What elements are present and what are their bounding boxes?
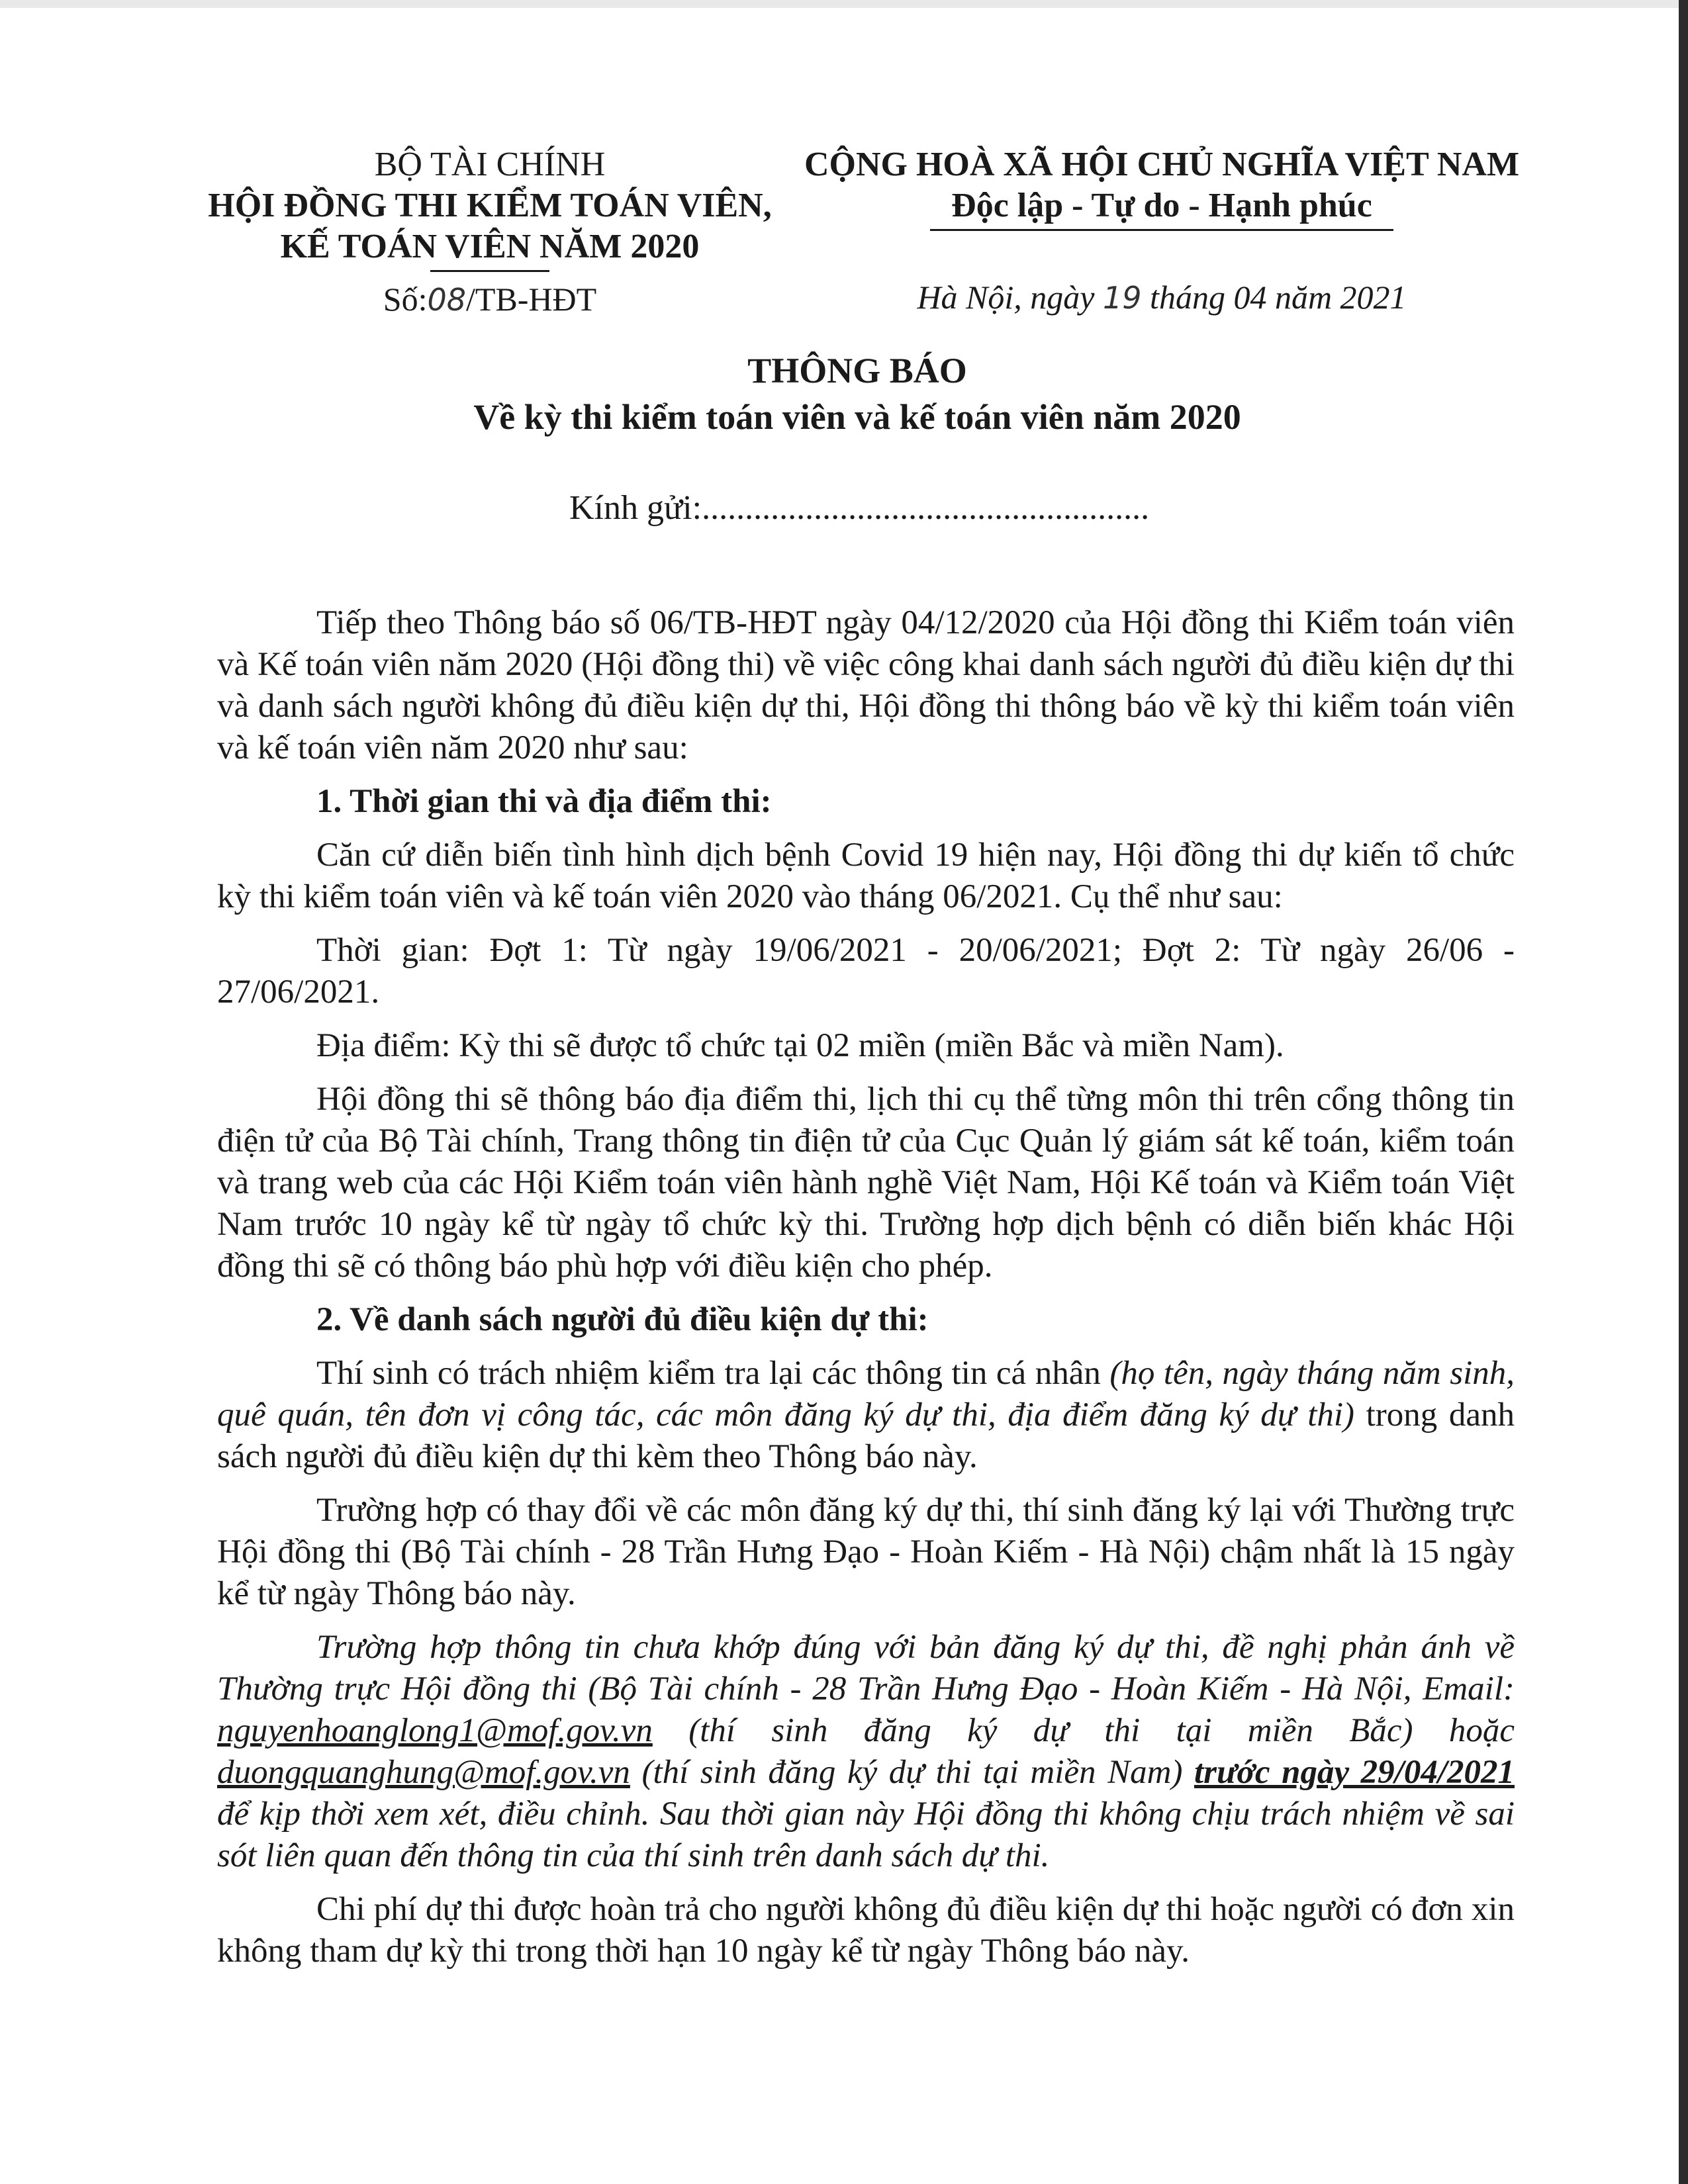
title-sub: Về kỳ thi kiểm toán viên và kế toán viên năm 2020 <box>473 397 1241 437</box>
council-name-line1: HỘI ĐỒNG THI KIỂM TOÁN VIÊN, <box>208 187 772 224</box>
section-1-location: Địa điểm: Kỳ thi sẽ được tổ chức tại 02 miền (miền Bắc và miền Nam). <box>316 1027 1284 1064</box>
issuer-header <box>199 144 781 320</box>
document-number <box>199 279 781 320</box>
date-suffix: tháng 04 năm 2021 <box>1150 279 1407 316</box>
section-2-paragraph-4: Chi phí dự thi được hoàn trả cho người không đủ điều kiện dự thi hoặc người có đơn xin không tham dự kỳ thi trong thời hạn 10 ngày kể từ ngày Thông báo này. <box>217 1891 1515 1970</box>
national-motto: Độc lập - Tự do - Hạnh phúc <box>951 187 1372 224</box>
issue-date <box>801 278 1523 316</box>
number-prefix: Số: <box>383 281 428 318</box>
ministry-name: BỘ TÀI CHÍNH <box>374 146 606 183</box>
s2p1-text-b: trong danh sách người đủ điều kiện dự thi kèm theo Thông báo này. <box>217 1396 1515 1475</box>
section-2-paragraph-2: Trường hợp có thay đổi về các môn đăng ký dự thi, thí sinh đăng ký lại với Thường trực Hội đồng thi (Bộ Tài chính - 28 Trần Hưng Đạo - Hoàn Kiếm - Hà Nội) chậm nhất là 15 ngày kể từ ngày Thông báo này. <box>217 1492 1515 1612</box>
national-header <box>801 144 1523 231</box>
section-1-paragraph-4: Hội đồng thi sẽ thông báo địa điểm thi, lịch thi cụ thể từng môn thi trên cổng thông tin điện tử của Bộ Tài chính, Trang thông tin điện tử của Cục Quản lý giám sát kế toán, kiểm toán và trang web của các Hội Kiểm toán viên hành nghề Việt Nam, Hội Kế toán và Kiểm toán Việt Nam trước 10 ngày kể từ ngày tổ chức kỳ thi. Trường hợp dịch bệnh có diễn biến khác Hội đồng thi sẽ có thông báo phù hợp với điều kiện cho phép. <box>217 1081 1515 1285</box>
s2p1-text-a: Thí sinh có trách nhiệm kiểm tra lại các thông tin cá nhân <box>316 1355 1110 1392</box>
title-main: THÔNG BÁO <box>747 351 967 390</box>
issuer-underline <box>430 270 549 272</box>
section-2-heading: 2. Về danh sách người đủ điều kiện dự thi: <box>316 1301 929 1338</box>
s2p1-italic: (họ tên, ngày tháng năm sinh, quê quán, tên đơn vị công tác, các môn đăng ký dự thi, địa điểm đăng ký dự thi) <box>217 1355 1515 1433</box>
council-name-line2: KẾ TOÁN VIÊN NĂM 2020 <box>280 228 700 265</box>
s2p3-text-b: (thí sinh đăng ký dự thi tại miền Bắc) hoặc <box>652 1712 1515 1749</box>
email-link-north[interactable]: nguyenhoanglong1@mof.gov.vn <box>217 1712 653 1749</box>
s2p3-text-a: Trường hợp thông tin chưa khớp đúng với bản đăng ký dự thi, đề nghị phản ánh về Thường trực Hội đồng thi (Bộ Tài chính - 28 Trần Hưng Đạo - Hoàn Kiếm - Hà Nội, Email: <box>217 1629 1515 1707</box>
email-link-south[interactable]: duongquanghung@mof.gov.vn <box>217 1754 630 1791</box>
section-1-paragraph-1: Căn cứ diễn biến tình hình dịch bệnh Covid 19 hiện nay, Hội đồng thi dự kiến tổ chức kỳ thi kiểm toán viên và kế toán viên 2020 vào tháng 06/2021. Cụ thể như sau: <box>217 837 1515 915</box>
section-2-paragraph-3 <box>217 1627 1515 1877</box>
document-body <box>217 602 1515 1984</box>
section-2-paragraph-1 <box>217 1353 1515 1478</box>
date-prefix: Hà Nội, ngày <box>917 279 1095 316</box>
section-1-heading: 1. Thời gian thi và địa điểm thi: <box>316 783 772 820</box>
motto-underline <box>930 229 1393 231</box>
recipient-line: Kính gửi:.................................................... <box>569 489 1150 527</box>
s2p3-text-d: để kịp thời xem xét, điều chỉnh. Sau thời gian này Hội đồng thi không chịu trách nhiệm về sai sót liên quan đến thông tin của thí sinh trên danh sách dự thi. <box>217 1796 1515 1874</box>
s2p3-text-c: (thí sinh đăng ký dự thi tại miền Nam) <box>630 1754 1194 1791</box>
intro-paragraph: Tiếp theo Thông báo số 06/TB-HĐT ngày 04/12/2020 của Hội đồng thi Kiểm toán viên và Kế toán viên năm 2020 (Hội đồng thi) về việc công khai danh sách người đủ điều kiện dự thi và danh sách người không đủ điều kiện dự thi, Hội đồng thi thông báo về kỳ thi kiểm toán viên và kế toán viên năm 2020 như sau: <box>217 604 1515 766</box>
document-title <box>199 347 1516 440</box>
date-day-handwritten: 19 <box>1103 280 1142 316</box>
country-name: CỘNG HOÀ XÃ HỘI CHỦ NGHĨA VIỆT NAM <box>804 146 1520 183</box>
number-suffix: /TB-HĐT <box>466 281 597 318</box>
deadline-date: trước ngày 29/04/2021 <box>1194 1754 1515 1791</box>
number-handwritten: 08 <box>427 282 467 318</box>
section-1-schedule: Thời gian: Đợt 1: Từ ngày 19/06/2021 - 20/06/2021; Đợt 2: Từ ngày 26/06 - 27/06/2021. <box>217 932 1515 1011</box>
